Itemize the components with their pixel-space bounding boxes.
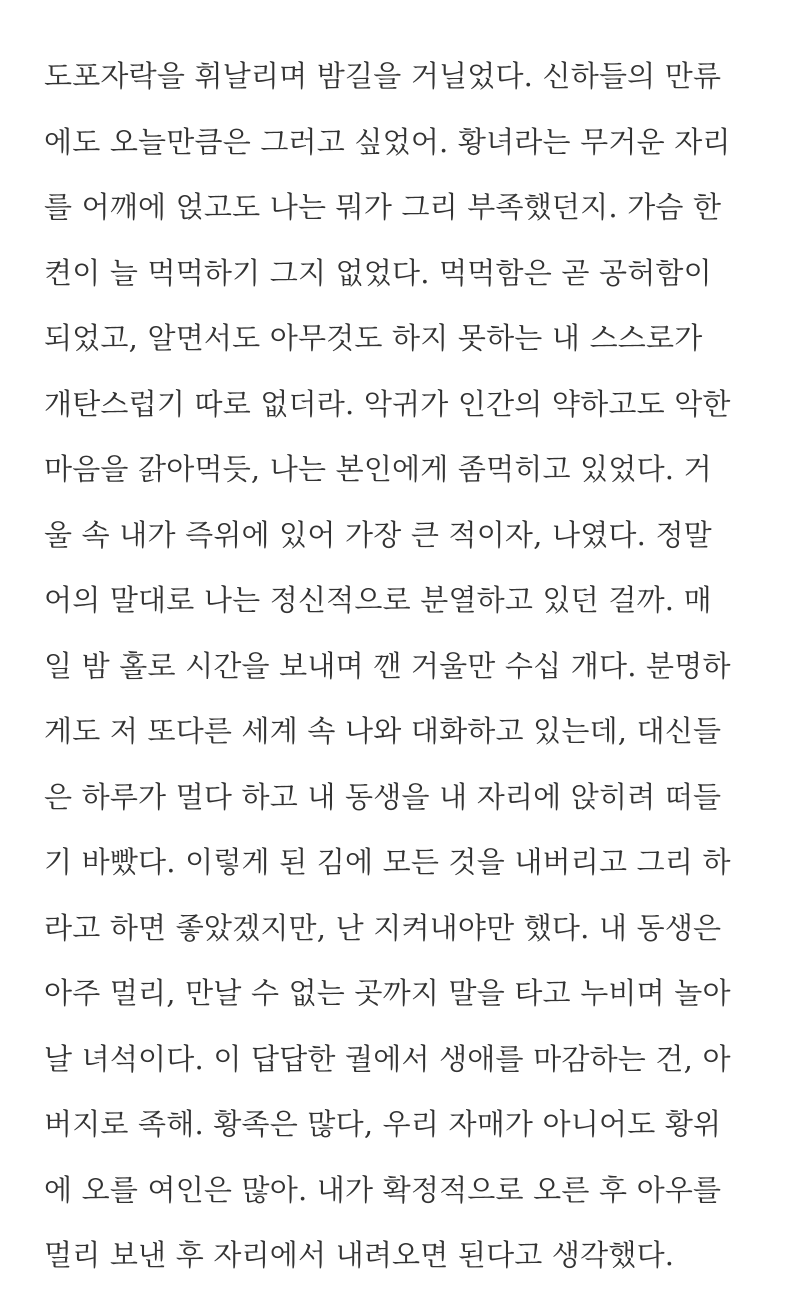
text-line-4: 켠이 늘 먹먹하기 그지 없었다. 먹먹함은 곧 공허함이 — [44, 255, 712, 290]
text-line-8: 울 속 내가 즉위에 있어 가장 큰 적이자, 나였다. 정말 — [44, 517, 712, 552]
text-line-14: 라고 하면 좋았겠지만, 난 지켜내야만 했다. 내 동생은 — [44, 910, 722, 945]
text-line-16: 날 녀석이다. 이 답답한 궐에서 생애를 마감하는 건, 아 — [44, 1041, 731, 1076]
text-line-3: 를 어깨에 얹고도 나는 뭐가 그리 부족했던지. 가슴 한 — [44, 190, 722, 224]
text-line-1: 도포자락을 휘날리며 밤길을 거닐었다. 신하들의 만류 — [44, 59, 722, 93]
text-line-12: 은 하루가 멀다 하고 내 동생을 내 자리에 앉히려 떠들 — [44, 779, 722, 814]
text-line-7: 마음을 갉아먹듯, 나는 본인에게 좀먹히고 있었다. 거 — [44, 452, 712, 486]
text-line-13: 기 바빴다. 이렇게 된 김에 모든 것을 내버리고 그리 하 — [44, 845, 731, 879]
text-line-15: 아주 멀리, 만날 수 없는 곳까지 말을 타고 누비며 놀아 — [44, 976, 731, 1010]
document-body — [44, 44, 764, 1289]
text-line-17: 버지로 족해. 황족은 많다, 우리 자매가 아니어도 황위 — [44, 1107, 722, 1141]
text-line-19: 멀리 보낸 후 자리에서 내려오면 된다고 생각했다. — [44, 1238, 675, 1272]
text-line-18: 에 오를 여인은 많아. 내가 확정적으로 오른 후 아우를 — [44, 1172, 722, 1207]
text-line-6: 개탄스럽기 따로 없더라. 악귀가 인간의 약하고도 악한 — [44, 386, 731, 421]
text-line-5: 되었고, 알면서도 아무것도 하지 못하는 내 스스로가 — [44, 321, 703, 355]
text-line-2: 에도 오늘만큼은 그러고 싶었어. 황녀라는 무거운 자리 — [44, 124, 731, 159]
text-line-9: 어의 말대로 나는 정신적으로 분열하고 있던 걸까. 매 — [44, 583, 712, 617]
text-line-11: 게도 저 또다른 세계 속 나와 대화하고 있는데, 대신들 — [44, 714, 722, 748]
text-line-10: 일 밤 홀로 시간을 보내며 깬 거울만 수십 개다. 분명하 — [44, 648, 731, 683]
